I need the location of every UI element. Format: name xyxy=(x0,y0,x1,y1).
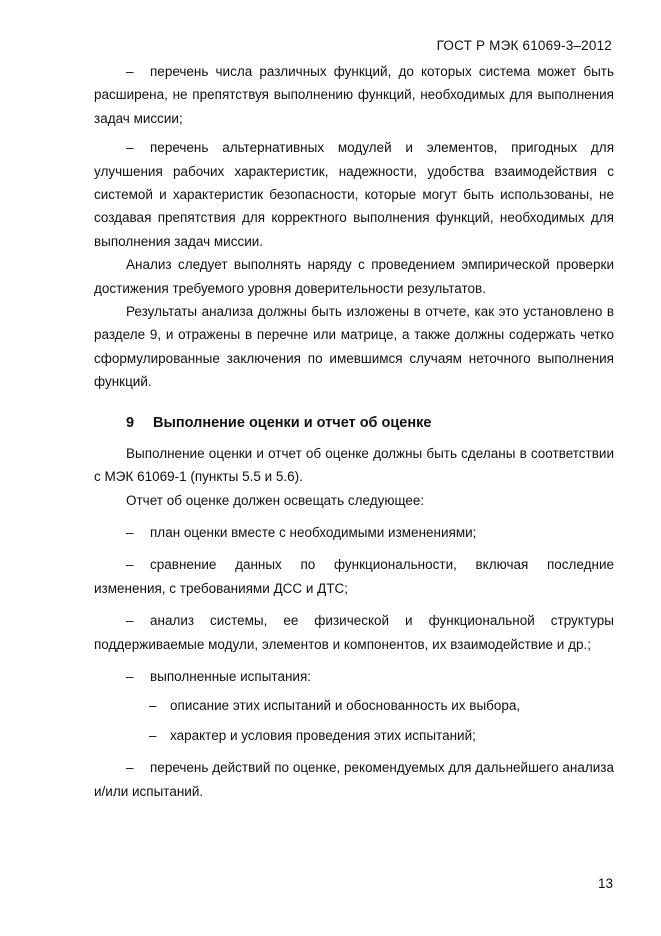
sub-list-item-text: характер и условия проведения этих испытаний; xyxy=(170,727,476,743)
list-item-text: анализ системы, ее физической и функциональной структуры поддерживаемые модули, элементов и компонентов, их взаимодействие и др.; xyxy=(94,613,614,652)
page-number: 13 xyxy=(597,876,613,891)
dash-marker: – xyxy=(126,613,134,629)
list-item xyxy=(94,609,614,656)
list-item xyxy=(94,553,614,600)
list-item xyxy=(94,521,614,544)
dash-marker: – xyxy=(126,668,134,684)
section-heading xyxy=(94,410,614,436)
dash-marker: – xyxy=(126,760,134,776)
paragraph-results: Результаты анализа должны быть изложены в отчете, как это установлено в разделе 9, и отражены в перечне или матрице, а также должны содержать четко сформулированные заключения по имевшимся случаям неточного выполнения функций. xyxy=(94,304,614,390)
sub-list-item xyxy=(94,724,614,747)
list-item xyxy=(94,60,614,130)
document-header: ГОСТ Р МЭК 61069-3–2012 xyxy=(436,38,612,53)
list-item-text: перечень числа различных функций, до которых система может быть расширена, не препятствуя выполнению функций, необходимых для выполнения задач миссии; xyxy=(94,64,614,126)
dash-marker: – xyxy=(126,64,134,79)
list-item-text: сравнение данных по функциональности, включая последние изменения, с требованиями ДСС и ДТС; xyxy=(94,557,614,596)
list-item xyxy=(94,136,614,253)
dash-marker: – xyxy=(126,140,134,156)
dash-marker: – xyxy=(149,698,157,714)
sub-list-item-text: описание этих испытаний и обоснованность их выбора, xyxy=(170,698,521,714)
dash-marker: – xyxy=(149,727,157,743)
section-title: Выполнение оценки и отчет об оценке xyxy=(153,414,432,431)
paragraph-report: Отчет об оценке должен освещать следующее: xyxy=(126,492,425,508)
paragraph-analysis: Анализ следует выполнять наряду с проведением эмпирической проверки достижения требуемого уровня доверительности результатов. xyxy=(94,257,614,296)
section-number: 9 xyxy=(126,414,135,431)
sub-list-item xyxy=(94,694,614,717)
dash-marker: – xyxy=(126,524,134,540)
list-item xyxy=(94,756,614,803)
paragraph-execution: Выполнение оценки и отчет об оценке должны быть сделаны в соответствии с МЭК 61069-1 (пункты 5.5 и 5.6). xyxy=(94,445,614,485)
list-item-text: выполненные испытания: xyxy=(150,668,312,684)
dash-marker: – xyxy=(126,557,134,573)
list-item xyxy=(94,665,614,688)
list-item-text: план оценки вместе с необходимыми изменениями; xyxy=(150,524,477,540)
document-body xyxy=(94,60,614,803)
list-item-text: перечень действий по оценке, рекомендуемых для дальнейшего анализа и/или испытаний. xyxy=(94,760,614,799)
list-item-text: перечень альтернативных модулей и элементов, пригодных для улучшения рабочих характеристик, надежности, удобства взаимодействия с системой и характеристик безопасности, которые могут быть использованы, не создавая препятствия для корректного выполнения функций, необходимых для выполнения задач миссии. xyxy=(94,140,614,249)
